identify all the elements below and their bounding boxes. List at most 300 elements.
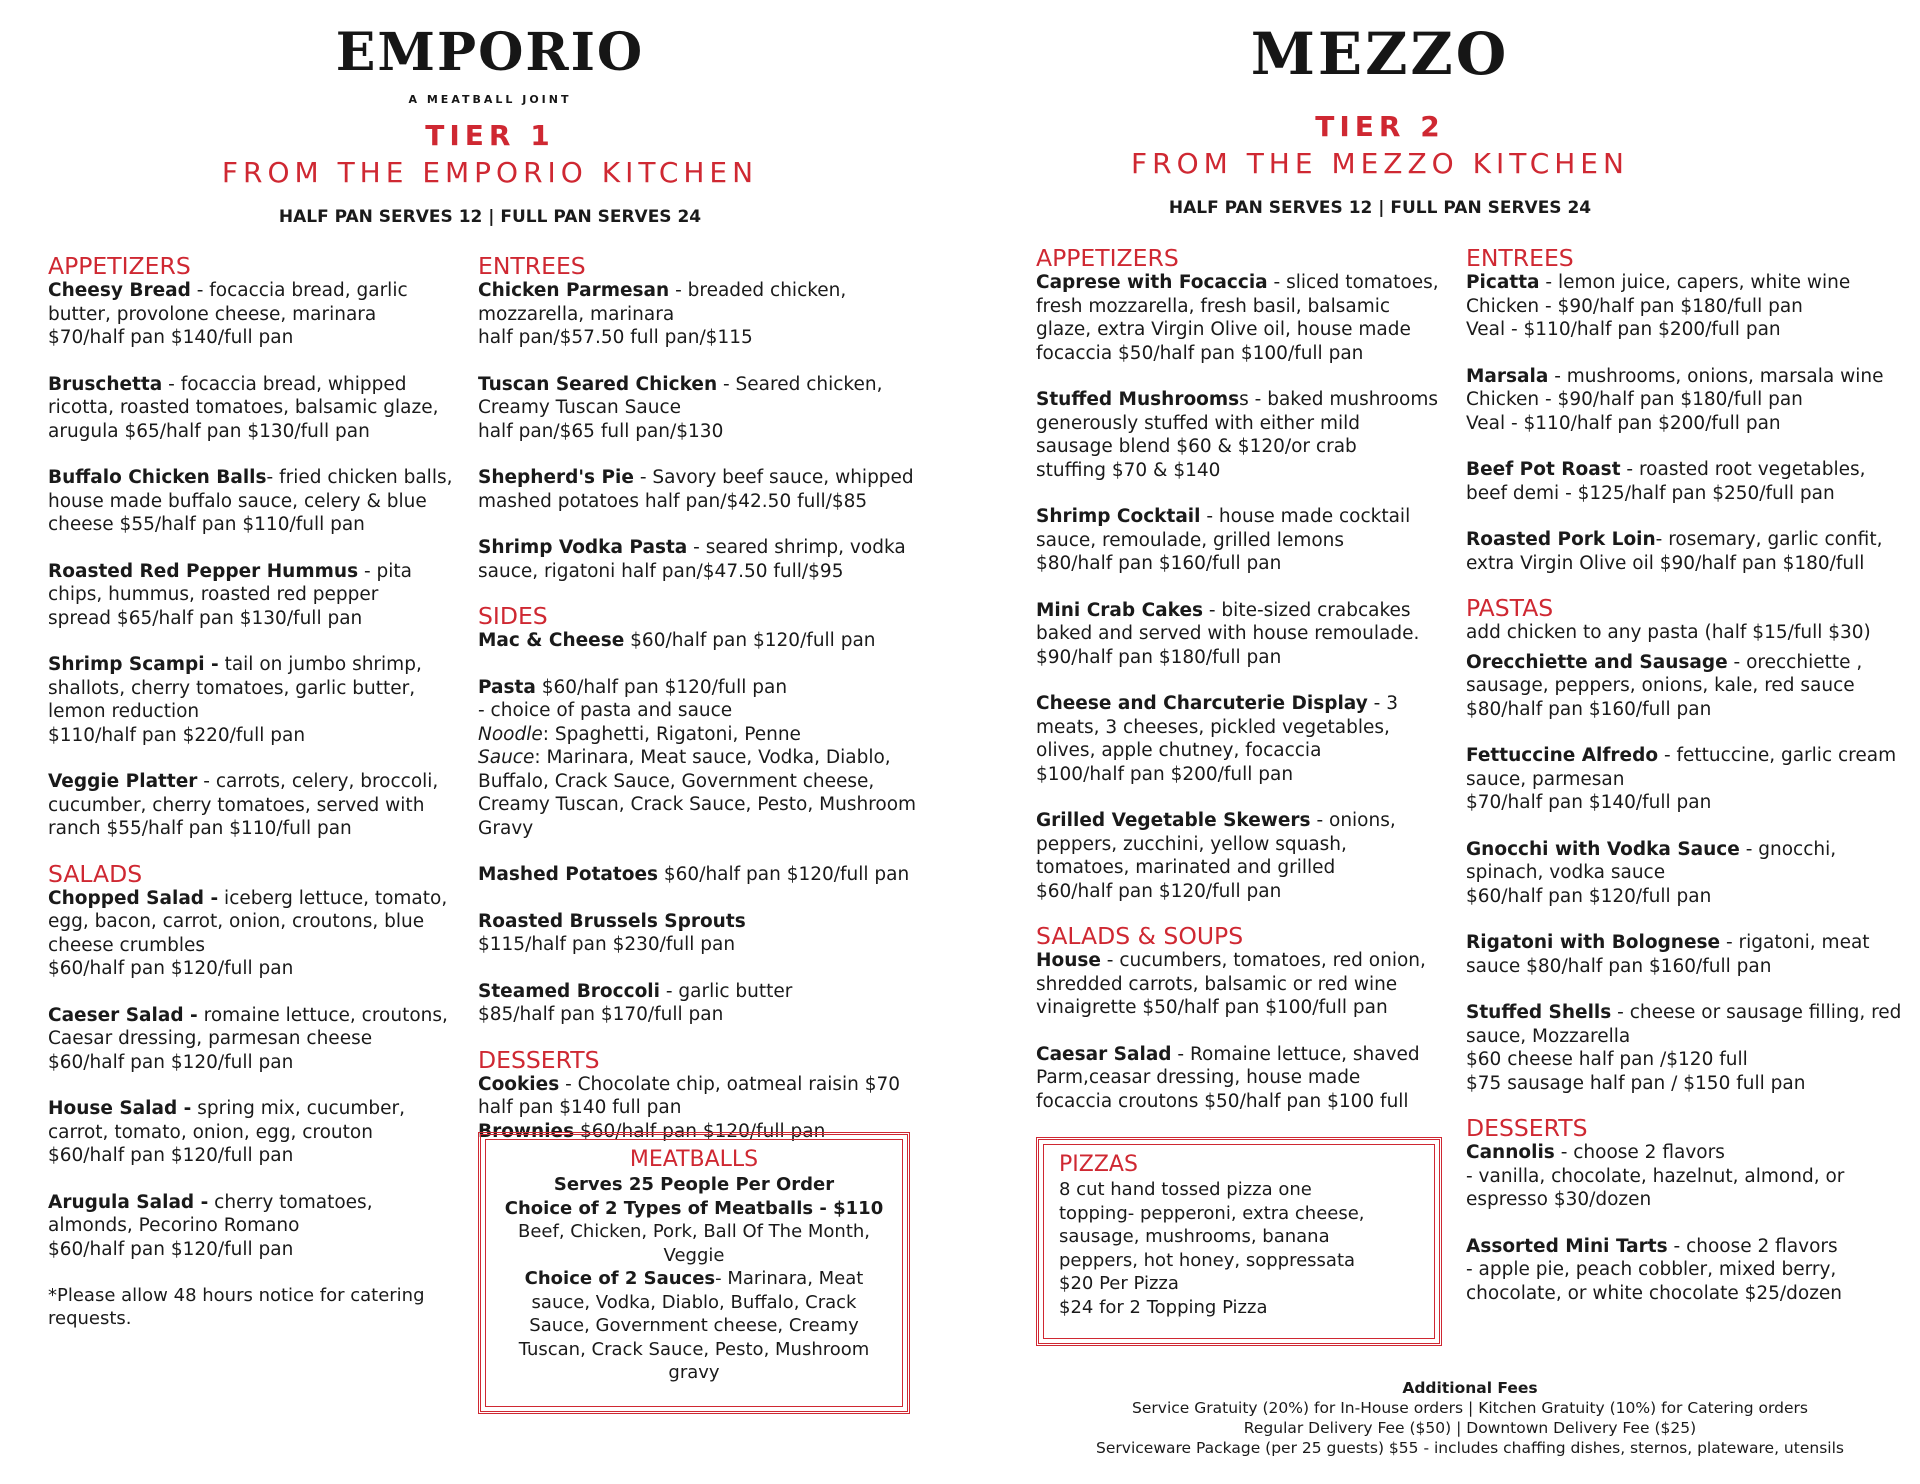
menu-line: fresh mozzarella, fresh basil, balsamic (1036, 295, 1391, 317)
salad-soup-list (1036, 949, 1456, 1113)
item-detail: - Marinara, Meat (715, 1268, 864, 1289)
section-title-sides: SIDES (478, 602, 548, 630)
section-title-pastas: PASTAS (1466, 594, 1554, 622)
menu-item (48, 653, 468, 747)
item-detail: romaine lettuce, croutons, (197, 1004, 448, 1026)
item-name: Shrimp Scampi - (48, 654, 219, 675)
menu-line (48, 1191, 468, 1215)
item-detail: - Chocolate chip, oatmeal raisin $70 (559, 1073, 901, 1095)
item-name: Picatta (1466, 272, 1540, 293)
item-detail: - sliced tomatoes, (1267, 272, 1439, 293)
item-detail: $60/half pan $120/full pan (574, 1120, 826, 1142)
emporio-logo: EMPORIO (335, 22, 645, 83)
menu-item (48, 770, 468, 841)
menu-line: extra Virgin Olive oil $90/half pan $180/full (1466, 552, 1865, 574)
meatballs-content (495, 1147, 893, 1385)
appetizer-list (1036, 271, 1456, 903)
item-name: Steamed Broccoli (478, 980, 660, 1002)
menu-line: baked and served with house remoulade. (1036, 623, 1420, 644)
item-name: Cheesy Bread (48, 280, 191, 301)
item-detail: - rigatoni, meat (1720, 932, 1870, 953)
item-detail: - bite-sized crabcakes (1203, 599, 1411, 621)
item-name: Cannolis (1466, 1142, 1555, 1163)
menu-line: glaze, extra Virgin Olive oil, house made (1036, 319, 1411, 340)
item-name: Chopped Salad - (48, 887, 219, 909)
menu-line: $70/half pan $140/full pan (48, 327, 294, 348)
menu-item (1036, 388, 1456, 482)
item-detail: - Savory beef sauce, whipped (633, 467, 914, 488)
item-name: Caeser Salad - (48, 1004, 198, 1026)
item-name: Roasted Pork Loin (1466, 529, 1656, 550)
fees-title: Additional Fees (1402, 1379, 1538, 1397)
menu-line: spinach, vodka sauce (1466, 862, 1666, 883)
item-name: Tuscan Seared Chicken (478, 373, 718, 395)
item-name: Rigatoni with Bolognese (1466, 932, 1721, 953)
menu-line: half pan/$57.50 full pan/$115 (478, 327, 753, 348)
menu-line: ricotta, roasted tomatoes, balsamic glaze, (48, 397, 439, 418)
menu-line (48, 1004, 468, 1028)
menu-item (478, 536, 928, 583)
menu-line (478, 980, 928, 1004)
item-detail: - 3 (1367, 693, 1398, 714)
item-name: Mini Crab Cakes (1036, 599, 1203, 621)
menu-item (1036, 1043, 1456, 1114)
item-detail: - cheese or sausage filling, red (1611, 1002, 1902, 1023)
menu-line: $100/half pan $200/full pan (1036, 763, 1294, 785)
menu-line: Creamy Tuscan, Crack Sauce, Pesto, Mushroom (478, 794, 917, 815)
meatball-sauces-line (495, 1267, 893, 1291)
item-detail: - choose 2 flavors (1667, 1235, 1838, 1257)
menu-line: Veal - $110/half pan $200/full pan (1466, 412, 1781, 434)
item-detail: : Marinara, Meat sauce, Vodka, Diablo, (534, 747, 891, 768)
menu-line: butter, provolone cheese, marinara (48, 303, 377, 325)
menu-line: $60/half pan $120/full pan (48, 958, 294, 979)
noodle-label: Noodle (478, 723, 543, 745)
side-item-brussels (478, 910, 928, 957)
menu-item (1466, 528, 1906, 575)
menu-line: egg, bacon, carrot, onion, croutons, blue (48, 911, 425, 932)
menu-line: half pan/$65 full pan/$130 (478, 420, 724, 442)
menu-line (478, 1073, 928, 1097)
menu-item (48, 1097, 468, 1168)
meatball-sauces-line: gravy (668, 1362, 720, 1383)
entree-list (478, 279, 928, 583)
menu-line: $90/half pan $180/full pan (1036, 646, 1282, 668)
item-detail: - mushrooms, onions, marsala wine (1548, 365, 1884, 387)
menu-line (1036, 505, 1456, 529)
menu-line (1036, 809, 1456, 833)
item-name: Chicken Parmesan (478, 280, 670, 301)
pizzas-box (1036, 1137, 1442, 1346)
appetizer-list (48, 279, 468, 841)
menu-item (1466, 1141, 1906, 1212)
item-detail: - pita (358, 560, 413, 582)
mezzo-col-1 (1036, 245, 1456, 1136)
menu-line: meats, 3 cheeses, pickled vegetables, (1036, 716, 1390, 738)
item-name: Shrimp Vodka Pasta (478, 537, 688, 558)
menu-line: $60/half pan $120/full pan (48, 1238, 294, 1260)
item-name: Orecchiette and Sausage (1466, 651, 1728, 673)
menu-line: carrot, tomato, onion, egg, crouton (48, 1121, 373, 1143)
item-detail: - Romaine lettuce, shaved (1171, 1043, 1420, 1065)
item-detail: tail on jumbo shrimp, (218, 654, 422, 675)
item-detail: - house made cocktail (1200, 506, 1411, 527)
item-detail: $60/half pan $120/full pan (535, 676, 788, 698)
menu-line: sauce $80/half pan $160/full pan (1466, 955, 1772, 977)
section-title-entrees: ENTREES (478, 252, 586, 280)
section-title-entrees: ENTREES (1466, 244, 1574, 272)
additional-fees (1060, 1378, 1880, 1458)
item-detail: - fried chicken balls, (266, 467, 453, 488)
item-name: Cheese and Charcuterie Display (1036, 693, 1368, 714)
item-name: Gnocchi with Vodka Sauce (1466, 838, 1740, 860)
item-name: Arugula Salad - (48, 1191, 209, 1213)
menu-line: $75 sausage half pan / $150 full pan (1466, 1072, 1806, 1094)
menu-line (1466, 651, 1906, 675)
menu-line: shallots, cherry tomatoes, garlic butter, (48, 677, 416, 699)
meatball-sauces-line: Sauce, Government cheese, Creamy (529, 1315, 859, 1336)
menu-item (48, 1004, 468, 1075)
item-name: Caesar Salad (1036, 1043, 1172, 1065)
item-name: Bruschetta (48, 373, 163, 395)
item-name: Stuffed Mushrooms (1036, 389, 1240, 410)
meatballs-title: MEATBALLS (629, 1147, 759, 1172)
section-title-salads-soups: SALADS & SOUPS (1036, 922, 1244, 950)
item-name: Grilled Vegetable Skewers (1036, 810, 1311, 831)
side-item-pasta (478, 676, 928, 841)
menu-line: arugula $65/half pan $130/full pan (48, 420, 370, 442)
menu-line: Caesar dressing, parmesan cheese (48, 1028, 373, 1049)
menu-line: $80/half pan $160/full pan (1036, 553, 1282, 574)
menu-line: Buffalo, Crack Sauce, Government cheese, (478, 770, 875, 792)
pizza-line: 8 cut hand tossed pizza one (1059, 1179, 1312, 1200)
catering-notice-line: requests. (48, 1308, 132, 1329)
item-name: Marsala (1466, 365, 1549, 387)
menu-line (1036, 271, 1456, 295)
catering-notice (48, 1284, 468, 1330)
menu-line: $60/half pan $120/full pan (48, 1145, 294, 1166)
menu-line (48, 653, 468, 677)
menu-line: - choice of pasta and sauce (478, 700, 733, 721)
menu-line (48, 560, 468, 584)
menu-line (478, 676, 928, 700)
item-detail: - carrots, celery, broccoli, (197, 771, 439, 792)
menu-line: half pan $140 full pan (478, 1097, 682, 1118)
menu-item (1466, 365, 1906, 436)
menu-line: espresso $30/dozen (1466, 1189, 1652, 1210)
menu-line: olives, apple chutney, focaccia (1036, 740, 1322, 761)
item-detail: - seared shrimp, vodka (687, 537, 906, 558)
menu-item (1466, 458, 1906, 505)
menu-line (48, 466, 468, 490)
menu-line (1466, 1141, 1906, 1165)
menu-line: Veal - $110/half pan $200/full pan (1466, 319, 1781, 340)
item-detail: - gnocchi, (1739, 838, 1837, 860)
item-name: Stuffed Shells (1466, 1002, 1612, 1023)
menu-line (48, 373, 468, 397)
item-name: Fettuccine Alfredo (1466, 745, 1659, 766)
menu-line (478, 910, 928, 934)
menu-line (1036, 692, 1456, 716)
item-detail: $60/half pan $120/full pan (624, 630, 876, 651)
item-detail: : Spaghetti, Rigatoni, Penne (542, 723, 801, 745)
menu-item (1036, 809, 1456, 903)
meatballs-box (478, 1132, 910, 1414)
menu-line: $60/half pan $120/full pan (48, 1051, 294, 1073)
item-detail: - orecchiette , (1727, 651, 1863, 673)
menu-line: $60/half pan $120/full pan (1036, 880, 1282, 902)
item-name: Mac & Cheese (478, 630, 625, 651)
item-name: Shepherd's Pie (478, 467, 634, 488)
item-detail: - rosemary, garlic confit, (1655, 529, 1883, 550)
section-title-salads: SALADS (48, 859, 143, 888)
menu-line: $115/half pan $230/full pan (478, 934, 736, 955)
item-name: Brownies (478, 1120, 575, 1142)
mezzo-kitchen-heading: FROM THE MEZZO KITCHEN (1131, 147, 1629, 180)
item-detail: - cucumbers, tomatoes, red onion, (1100, 950, 1426, 971)
meatball-sauces-line: Tuscan, Crack Sauce, Pesto, Mushroom (518, 1338, 870, 1360)
serves-note: HALF PAN SERVES 12 | FULL PAN SERVES 24 (1168, 198, 1592, 218)
menu-line (1036, 1043, 1456, 1067)
tier-1-heading: TIER 1 (425, 119, 555, 152)
pizza-line: topping- pepperoni, extra cheese, (1059, 1202, 1365, 1224)
item-detail: - lemon juice, capers, white wine (1539, 272, 1851, 293)
item-name: Beef Pot Roast (1466, 459, 1621, 480)
menu-line: focaccia croutons $50/half pan $100 full (1036, 1090, 1409, 1112)
mezzo-col-2 (1466, 245, 1906, 1328)
item-detail: cherry tomatoes, (208, 1191, 373, 1213)
menu-line: generously stuffed with either mild (1036, 412, 1360, 434)
menu-line (478, 863, 928, 887)
item-detail: iceberg lettuce, tomato, (218, 887, 448, 909)
menu-line: sauce, remoulade, grilled lemons (1036, 529, 1345, 551)
menu-item (1466, 838, 1906, 909)
menu-line: tomatoes, marinated and grilled (1036, 857, 1336, 878)
menu-item (48, 887, 468, 981)
menu-line: sauce, rigatoni half pan/$47.50 full/$95 (478, 560, 844, 582)
item-name: House (1036, 950, 1101, 971)
menu-line: mozzarella, marinara (478, 303, 675, 325)
section-title-desserts: DESSERTS (478, 1045, 600, 1074)
menu-line: focaccia $50/half pan $100/full pan (1036, 342, 1364, 364)
mezzo-logo: MEZZO (1250, 20, 1510, 88)
menu-line: spread $65/half pan $130/full pan (48, 607, 363, 629)
menu-line: cheese $55/half pan $110/full pan (48, 514, 365, 535)
section-title-appetizers: APPETIZERS (1036, 244, 1179, 272)
sauce-label: Sauce (478, 747, 535, 768)
item-detail: - fettuccine, garlic cream (1658, 745, 1897, 766)
item-name: Cookies (478, 1073, 560, 1095)
emporio-tagline: A MEATBALL JOINT (408, 93, 572, 106)
item-detail: s - baked mushrooms (1239, 389, 1438, 410)
pizza-line: sausage, mushrooms, banana (1059, 1226, 1330, 1247)
menu-line: Chicken - $90/half pan $180/full pan (1466, 295, 1803, 317)
item-detail: - onions, (1310, 810, 1396, 831)
menu-item (1036, 271, 1456, 365)
menu-line (478, 373, 928, 397)
pizza-line: peppers, hot honey, soppressata (1059, 1249, 1356, 1271)
menu-line (478, 466, 928, 490)
menu-line (1466, 838, 1906, 862)
salad-list (48, 887, 468, 1262)
menu-line: Gravy (478, 817, 534, 839)
catering-notice-line: *Please allow 48 hours notice for catering (48, 1285, 425, 1306)
menu-line (1466, 1235, 1906, 1259)
meatball-types-line: Beef, Chicken, Pork, Ball Of The Month, (517, 1221, 871, 1242)
menu-line (1466, 744, 1906, 768)
serves-note: HALF PAN SERVES 12 | FULL PAN SERVES 24 (278, 207, 702, 227)
item-detail: - focaccia bread, whipped (162, 373, 407, 395)
menu-line (1036, 599, 1456, 623)
menu-item (48, 560, 468, 631)
menu-line: vinaigrette $50/half pan $100/full pan (1036, 997, 1388, 1018)
menu-line: Creamy Tuscan Sauce (478, 397, 682, 418)
meatball-types-choice: Choice of 2 Types of Meatballs - $110 (504, 1197, 884, 1219)
menu-line (1036, 388, 1456, 412)
pizza-line: $24 for 2 Topping Pizza (1059, 1296, 1268, 1318)
section-title-appetizers: APPETIZERS (48, 252, 191, 280)
menu-line: $80/half pan $160/full pan (1466, 698, 1712, 720)
menu-line: cucumber, cherry tomatoes, served with (48, 794, 425, 816)
menu-item (48, 279, 468, 350)
item-name: Caprese with Focaccia (1036, 272, 1268, 293)
menu-line: Parm,ceasar dressing, house made (1036, 1067, 1361, 1088)
menu-line: peppers, zucchini, yellow squash, (1036, 833, 1347, 855)
meatballs-serves: Serves 25 People Per Order (553, 1174, 835, 1195)
item-detail: - breaded chicken, (669, 280, 847, 301)
menu-item (1466, 271, 1906, 342)
menu-line: Chicken - $90/half pan $180/full pan (1466, 389, 1803, 410)
pizza-line: $20 Per Pizza (1059, 1273, 1179, 1294)
menu-item (1466, 1235, 1906, 1306)
side-item-mac (478, 629, 928, 653)
emporio-kitchen-heading: FROM THE EMPORIO KITCHEN (221, 156, 759, 189)
item-name: Buffalo Chicken Balls (48, 467, 267, 488)
menu-line: lemon reduction (48, 701, 200, 722)
menu-line: shredded carrots, balsamic or red wine (1036, 973, 1398, 995)
menu-item (1466, 931, 1906, 978)
side-item-mashed (478, 863, 928, 887)
menu-line: beef demi - $125/half pan $250/full pan (1466, 482, 1835, 504)
menu-line: $60/half pan $120/full pan (1466, 885, 1712, 907)
item-name: Assorted Mini Tarts (1466, 1235, 1668, 1257)
item-detail: - choose 2 flavors (1554, 1142, 1725, 1163)
menu-item (1036, 949, 1456, 1020)
menu-item (1466, 1001, 1906, 1095)
menu-item (48, 373, 468, 444)
fee-line: Serviceware Package (per 25 guests) $55 - includes chaffing dishes, sternos, plateware, utensils (1096, 1439, 1844, 1457)
fee-line: Service Gratuity (20%) for In-House orders | Kitchen Gratuity (10%) for Catering orders (1132, 1399, 1808, 1417)
tier-2-heading: TIER 2 (1315, 110, 1445, 143)
menu-item (1466, 744, 1906, 815)
menu-line: sausage blend $60 & $120/or crab (1036, 436, 1357, 457)
menu-line: ranch $55/half pan $110/full pan (48, 818, 352, 839)
pizzas-content (1059, 1152, 1425, 1319)
menu-line (1466, 1001, 1906, 1025)
menu-line (1466, 458, 1906, 482)
menu-line (1466, 271, 1906, 295)
menu-line: sauce, parmesan (1466, 768, 1625, 790)
menu-line: sauce, Mozzarella (1466, 1025, 1631, 1047)
menu-line: cheese crumbles (48, 934, 205, 956)
pizzas-title: PIZZAS (1059, 1152, 1138, 1177)
item-name: Roasted Red Pepper Hummus (48, 560, 359, 582)
item-detail: $60/half pan $120/full pan (658, 864, 910, 885)
menu-line (478, 723, 928, 747)
meatball-sauces-choice: Choice of 2 Sauces (524, 1268, 716, 1289)
item-detail: - Seared chicken, (717, 373, 883, 395)
menu-line (478, 746, 928, 770)
menu-line: $60 cheese half pan /$120 full (1466, 1049, 1748, 1070)
menu-line (48, 770, 468, 794)
item-detail: spring mix, cucumber, (191, 1098, 406, 1119)
menu-item (48, 1191, 468, 1262)
menu-line: chocolate, or white chocolate $25/dozen (1466, 1282, 1843, 1304)
item-name: House Salad - (48, 1098, 192, 1119)
item-detail: - roasted root vegetables, (1620, 459, 1866, 480)
menu-line (478, 536, 928, 560)
menu-line (478, 629, 928, 653)
item-detail: - focaccia bread, garlic (190, 280, 408, 301)
menu-item (1036, 505, 1456, 576)
menu-line: stuffing $70 & $140 (1036, 459, 1221, 481)
item-name: Shrimp Cocktail (1036, 506, 1201, 527)
menu-item (1036, 599, 1456, 670)
fee-line: Regular Delivery Fee ($50) | Downtown Delivery Fee ($25) (1243, 1419, 1697, 1437)
menu-line: sausage, peppers, onions, kale, red sauce (1466, 675, 1855, 696)
menu-line (1466, 931, 1906, 955)
menu-line (1466, 365, 1906, 389)
menu-line: house made buffalo sauce, celery & blue (48, 490, 427, 512)
menu-line: $110/half pan $220/full pan (48, 724, 306, 746)
emporio-col-1 (48, 253, 468, 1330)
meatball-types-line: Veggie (663, 1244, 725, 1266)
dessert-list (1466, 1141, 1906, 1305)
menu-item (478, 279, 928, 350)
menu-item (1466, 651, 1906, 722)
item-name: Mashed Potatoes (478, 864, 659, 885)
pasta-list (1466, 651, 1906, 1096)
emporio-col-2 (478, 253, 928, 1166)
menu-line: $70/half pan $140/full pan (1466, 792, 1712, 813)
item-name: Roasted Brussels Sprouts (478, 910, 746, 932)
menu-line: almonds, Pecorino Romano (48, 1215, 300, 1236)
pastas-subtitle: add chicken to any pasta (half $15/full $30) (1466, 622, 1871, 643)
item-name: Veggie Platter (48, 771, 198, 792)
menu-item (1036, 692, 1456, 786)
menu-line: $85/half pan $170/full pan (478, 1004, 724, 1025)
menu-item (478, 466, 928, 513)
menu-line (48, 279, 468, 303)
side-item-broccoli (478, 980, 928, 1027)
menu-line: - vanilla, chocolate, hazelnut, almond, or (1466, 1165, 1845, 1187)
section-title-desserts: DESSERTS (1466, 1114, 1588, 1142)
menu-line (1466, 528, 1906, 552)
entree-list (1466, 271, 1906, 575)
menu-line (48, 1097, 468, 1121)
item-name: Pasta (478, 676, 536, 698)
menu-line: chips, hummus, roasted red pepper (48, 584, 379, 605)
menu-item (478, 373, 928, 444)
item-detail: - garlic butter (659, 980, 793, 1002)
menu-line: mashed potatoes half pan/$42.50 full/$85 (478, 490, 868, 512)
menu-line (1036, 949, 1456, 973)
menu-line (48, 887, 468, 911)
menu-line (478, 279, 928, 303)
menu-item (48, 466, 468, 537)
menu-line: - apple pie, peach cobbler, mixed berry, (1466, 1259, 1837, 1280)
meatball-sauces-line: sauce, Vodka, Diablo, Buffalo, Crack (531, 1291, 857, 1313)
